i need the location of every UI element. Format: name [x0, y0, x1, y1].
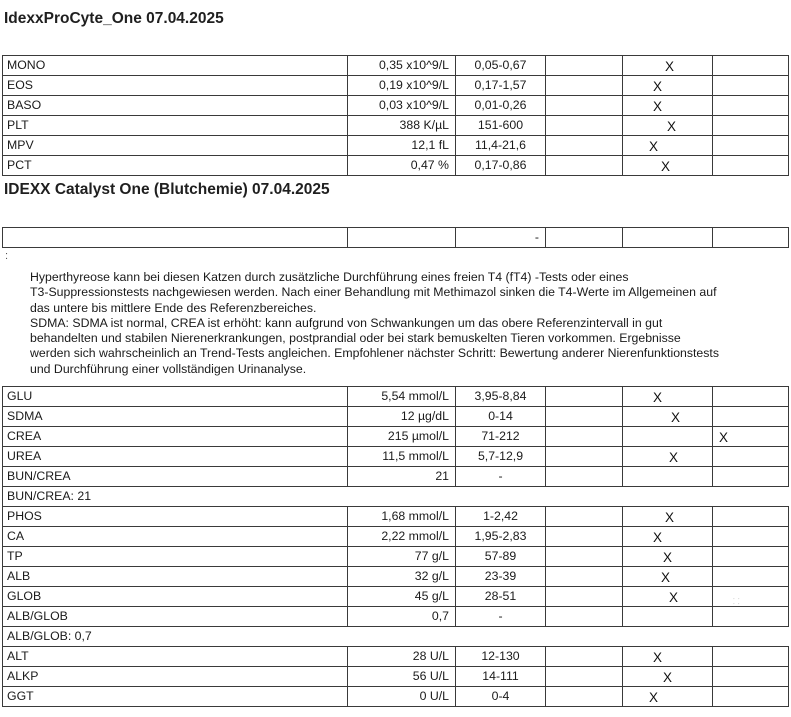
result-row-ca [3, 527, 789, 547]
high-column-cell [713, 447, 789, 467]
range-mark: X [669, 590, 679, 605]
reference-range: 0,17-1,57 [456, 76, 546, 96]
analyte-name: PCT [3, 156, 348, 176]
high-column-cell [713, 427, 789, 447]
normal-column-cell [623, 116, 713, 136]
analyte-name: ALB/GLOB [3, 607, 348, 627]
procyte-results-table [2, 55, 789, 176]
low-column-cell [546, 116, 623, 136]
low-column-cell [546, 667, 623, 687]
analyte-name: EOS [3, 76, 348, 96]
high-column-cell [713, 387, 789, 407]
result-row-glu [3, 387, 789, 407]
normal-column-cell [623, 647, 713, 667]
reference-range: 28-51 [456, 587, 546, 607]
result-value: 77 g/L [348, 547, 456, 567]
range-mark: X [653, 390, 663, 405]
reference-range: 71-212 [456, 427, 546, 447]
analyte-name: UREA [3, 447, 348, 467]
range-mark: X [649, 139, 659, 154]
result-row-phos [3, 507, 789, 527]
reference-range: 3,95-8,84 [456, 387, 546, 407]
low-column-cell [546, 447, 623, 467]
colon-marker: : [5, 250, 9, 262]
analyte-name: TP [3, 547, 348, 567]
high-column-cell [713, 687, 789, 707]
high-column-cell [713, 547, 789, 567]
reference-range: - [456, 467, 546, 487]
interpretation-line: Hyperthyreose kann bei diesen Katzen durch zusätzliche Durchführung eines freien T4 (fT4) -Tests oder eines [30, 270, 629, 284]
result-row-alb-glob [3, 607, 789, 627]
result-row-plt [3, 116, 789, 136]
range-mark: X [661, 570, 671, 585]
interpretation-line: und Durchführung einer vollständigen Urinanalyse. [30, 361, 307, 376]
result-value: 2,22 mmol/L [348, 527, 456, 547]
reference-range: 12-130 [456, 647, 546, 667]
high-column-cell [713, 527, 789, 547]
normal-column-cell [623, 96, 713, 116]
result-value: 32 g/L [348, 567, 456, 587]
reference-range: 0,05-0,67 [456, 56, 546, 76]
result-value: 215 µmol/L [348, 427, 456, 447]
low-column-cell [546, 156, 623, 176]
normal-column-cell [623, 547, 713, 567]
range-mark: X [649, 690, 659, 705]
reference-range: 151-600 [456, 116, 546, 136]
result-value: 0,35 x10^9/L [348, 56, 456, 76]
range-mark: X [663, 670, 673, 685]
analyte-name: CA [3, 527, 348, 547]
interpretation-line: das untere bis mittlere Ende des Referenzbereiches. [30, 300, 317, 315]
result-value: 28 U/L [348, 647, 456, 667]
normal-column-cell [623, 76, 713, 96]
result-value: 1,68 mmol/L [348, 507, 456, 527]
high-column-cell [713, 507, 789, 527]
analyte-name: SDMA [3, 407, 348, 427]
range-mark: X [669, 450, 679, 465]
high-column-cell [713, 136, 789, 156]
analyte-name: GGT [3, 687, 348, 707]
result-value: 0 U/L [348, 687, 456, 707]
interpretation-line: werden sich wahrscheinlich an Trend-Tests angleichen. Empfohlener nächster Schritt: Bewertung anderer Nierenfunktionstests [30, 346, 719, 361]
analyte-name: ALB [3, 567, 348, 587]
reference-range: 0-14 [456, 407, 546, 427]
result-value: 0,7 [348, 607, 456, 627]
range-mark: X [653, 530, 663, 545]
normal-column-cell [623, 567, 713, 587]
interpretation-line: SDMA: SDMA ist normal, CREA ist erhöht: kann aufgrund von Schwankungen um das obere Referenzintervall in gut [30, 315, 663, 330]
analyte-name: BASO [3, 96, 348, 116]
range-mark: X [653, 99, 663, 114]
result-row-bun-crea [3, 467, 789, 487]
ratio-note-row [3, 487, 789, 507]
normal-column-cell [623, 56, 713, 76]
catalyst-results-table [2, 386, 789, 707]
normal-column-cell [623, 527, 713, 547]
analyte-name: PHOS [3, 507, 348, 527]
result-value: 5,54 mmol/L [348, 387, 456, 407]
reference-range: 1,95-2,83 [456, 527, 546, 547]
high-column-cell [713, 467, 789, 487]
range-mark: X [671, 410, 681, 425]
procyte-section-title: IdexxProCyte_One 07.04.2025 [4, 10, 224, 27]
reference-range: 0,17-0,86 [456, 156, 546, 176]
result-value: 0,47 % [348, 156, 456, 176]
normal-column-cell [623, 607, 713, 627]
ratio-note: ALB/GLOB: 0,7 [3, 627, 789, 647]
range-mark: X [653, 79, 663, 94]
high-column-cell [713, 407, 789, 427]
ratio-note: BUN/CREA: 21 [3, 487, 789, 507]
result-row-tp [3, 547, 789, 567]
low-column-cell [546, 136, 623, 156]
result-row-alkp [3, 667, 789, 687]
empty-result-row [3, 228, 789, 248]
result-value: 21 [348, 467, 456, 487]
high-column-cell [713, 607, 789, 627]
low-column-cell [546, 687, 623, 707]
result-row-urea [3, 447, 789, 467]
empty-row-ref: - [456, 228, 546, 248]
analyte-name: ALT [3, 647, 348, 667]
analyte-name: GLOB [3, 587, 348, 607]
result-row-mpv [3, 136, 789, 156]
low-column-cell [546, 607, 623, 627]
reference-range: 0-4 [456, 687, 546, 707]
low-column-cell [546, 96, 623, 116]
normal-column-cell [623, 447, 713, 467]
result-row-pct [3, 156, 789, 176]
normal-column-cell [623, 387, 713, 407]
normal-column-cell [623, 156, 713, 176]
high-column-cell [713, 156, 789, 176]
result-value: 0,19 x10^9/L [348, 76, 456, 96]
low-column-cell [546, 407, 623, 427]
normal-column-cell [623, 667, 713, 687]
analyte-name: MPV [3, 136, 348, 156]
high-column-cell [713, 567, 789, 587]
analyte-name: GLU [3, 387, 348, 407]
result-row-ggt [3, 687, 789, 707]
low-column-cell [546, 587, 623, 607]
low-column-cell [546, 387, 623, 407]
result-value: 0,03 x10^9/L [348, 96, 456, 116]
reference-range: 23-39 [456, 567, 546, 587]
range-mark: X [653, 650, 663, 665]
reference-range: - [456, 607, 546, 627]
high-column-cell [713, 667, 789, 687]
normal-column-cell [623, 427, 713, 447]
normal-column-cell [623, 136, 713, 156]
high-column-cell [713, 116, 789, 136]
range-mark: X [665, 510, 675, 525]
result-value: 12,1 fL [348, 136, 456, 156]
result-value: 11,5 mmol/L [348, 447, 456, 467]
ratio-note-row [3, 627, 789, 647]
interpretation-line: T3-Suppressionstests nachgewiesen werden. Nach einer Behandlung mit Methimazol sinken die T4-Werte im Allgemeinen auf [30, 285, 717, 300]
high-column-cell [713, 587, 789, 607]
reference-range: 57-89 [456, 547, 546, 567]
high-column-cell [713, 647, 789, 667]
range-mark: X [665, 59, 675, 74]
reference-range: 5,7-12,9 [456, 447, 546, 467]
reference-range: 1-2,42 [456, 507, 546, 527]
low-column-cell [546, 567, 623, 587]
faint-scan-mark: ⸬ [733, 597, 740, 606]
analyte-name: MONO [3, 56, 348, 76]
range-mark: X [667, 119, 677, 134]
high-column-cell [713, 96, 789, 116]
result-row-alb [3, 567, 789, 587]
range-mark: X [719, 430, 729, 445]
result-value: 56 U/L [348, 667, 456, 687]
interpretation-line: behandelten und stabilen Nierenerkrankungen, postprandial oder bei stark bemuskelten Tieren vorkommen. Ergebnisse [30, 331, 681, 346]
low-column-cell [546, 527, 623, 547]
high-column-cell [713, 56, 789, 76]
result-value: 45 g/L [348, 587, 456, 607]
low-column-cell [546, 467, 623, 487]
result-row-baso [3, 96, 789, 116]
result-row-alt [3, 647, 789, 667]
catalyst-section-title: IDEXX Catalyst One (Blutchemie) 07.04.2025 [4, 181, 330, 198]
low-column-cell [546, 647, 623, 667]
low-column-cell [546, 427, 623, 447]
range-mark: X [661, 159, 671, 174]
low-column-cell [546, 76, 623, 96]
low-column-cell [546, 547, 623, 567]
normal-column-cell [623, 407, 713, 427]
result-row-sdma [3, 407, 789, 427]
reference-range: 14-111 [456, 667, 546, 687]
high-column-cell [713, 76, 789, 96]
interpretation-text [30, 270, 791, 377]
result-row-glob [3, 587, 789, 607]
result-row-crea [3, 427, 789, 447]
normal-column-cell [623, 687, 713, 707]
low-column-cell [546, 56, 623, 76]
reference-range: 11,4-21,6 [456, 136, 546, 156]
normal-column-cell [623, 467, 713, 487]
normal-column-cell [623, 587, 713, 607]
result-value: 388 K/µL [348, 116, 456, 136]
result-row-mono [3, 56, 789, 76]
low-column-cell [546, 507, 623, 527]
result-value: 12 µg/dL [348, 407, 456, 427]
range-mark: X [663, 550, 673, 565]
analyte-name: CREA [3, 427, 348, 447]
normal-column-cell [623, 507, 713, 527]
result-row-eos [3, 76, 789, 96]
analyte-name: PLT [3, 116, 348, 136]
analyte-name: BUN/CREA [3, 467, 348, 487]
analyte-name: ALKP [3, 667, 348, 687]
catalyst-empty-row [2, 227, 789, 248]
reference-range: 0,01-0,26 [456, 96, 546, 116]
